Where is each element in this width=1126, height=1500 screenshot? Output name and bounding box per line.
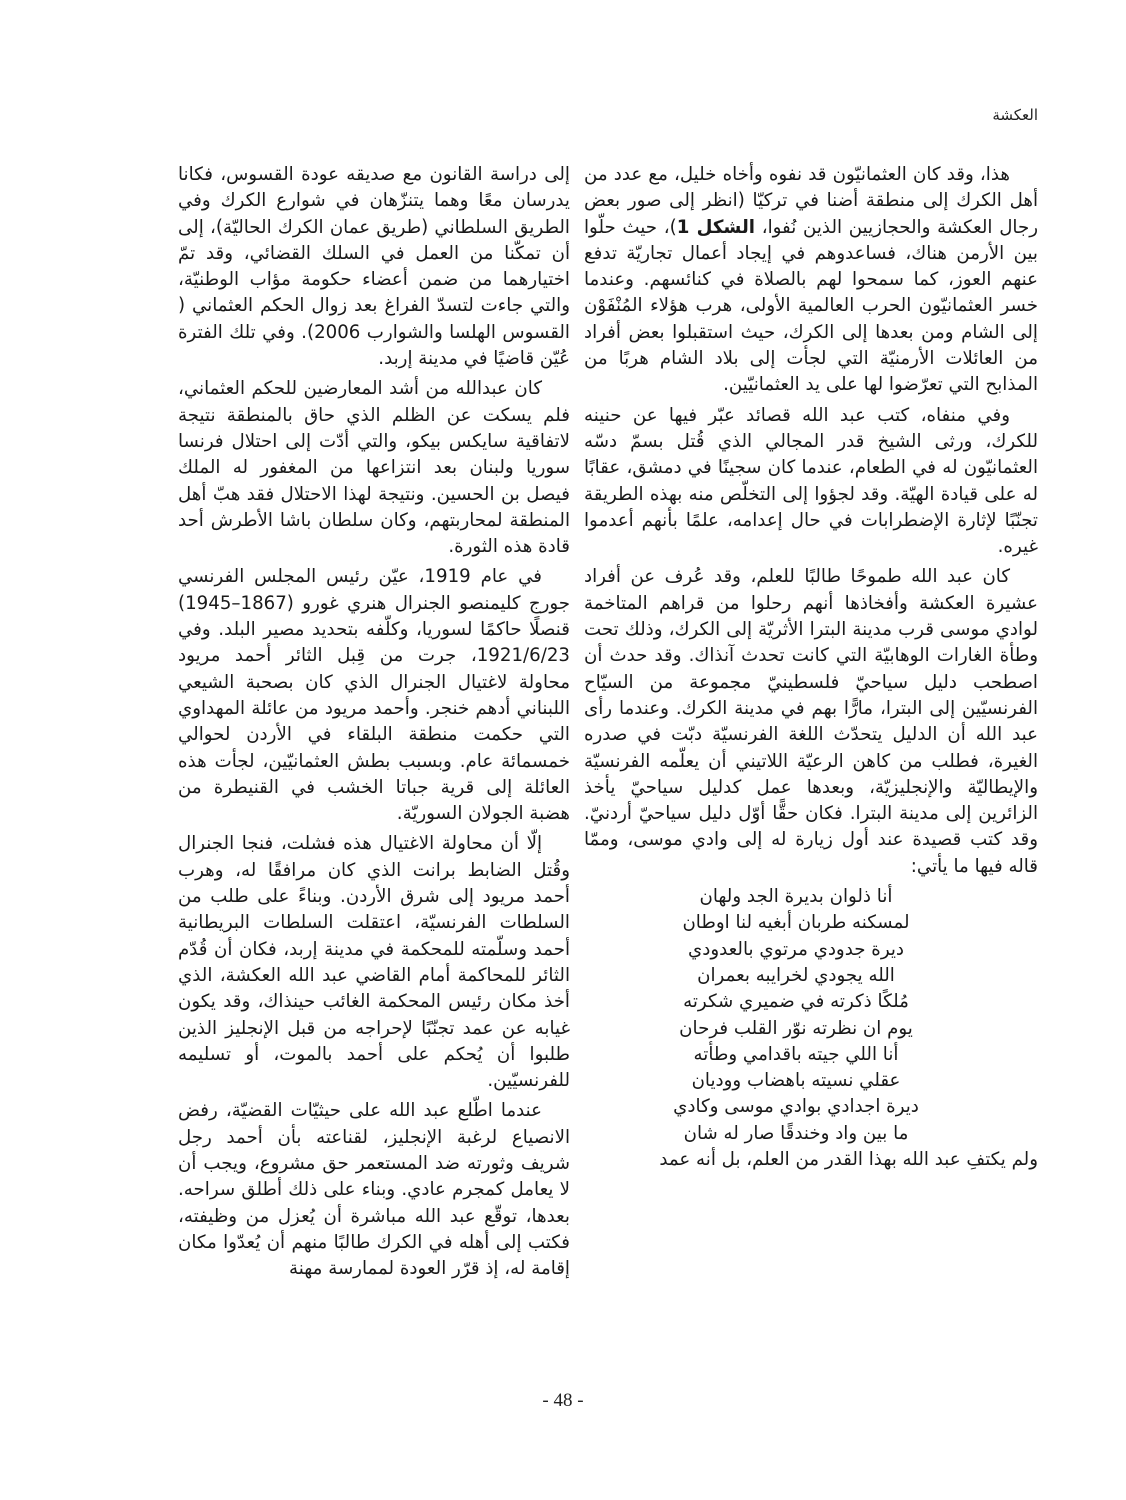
poem-line: يوم ان نظرته نوّر القلب فرحان xyxy=(679,1017,913,1039)
paragraph: إلّا أن محاولة الاغتيال هذه فشلت، فنجا الجنرال وقُتل الضابط برانت الذي كان مرافقًا له، وهرب أحمد مريود إلى شرق الأردن. وبناءً على طلب من السلطات الفرنسيّة، اعتقلت السلطات البريطانية أحمد وسلّمته للمحكمة في مدينة إربد، فكان أن قُدّم الثائر للمحاكمة أمام القاضي عبد الله العكشة، الذي أخذ مكان رئيس المحكمة الغائب حينذاك، وقد يكون غيابه عن عمد تجنّبًا لإحراجه من قبل الإنجليز الذين طلبوا أن يُحكم على أحمد بالموت، أو تسليمه للفرنسيّين. xyxy=(178,833,570,1092)
poem-line: ديرة جدودي مرتوي بالعدودي xyxy=(687,938,905,960)
left-text-column xyxy=(178,162,570,1286)
page-number: - 48 - xyxy=(542,1390,584,1411)
paragraph: كان عبد الله طموحًا طالبًا للعلم، وقد عُرف عن أفراد عشيرة العكشة وأفخاذها أنهم رحلوا من قراهم المتاخمة لوادي موسى قرب مدينة البترا الأثريّة إلى الكرك، وذلك تحت وطأة الغارات الوهابيّة التي كانت تحدث آنذاك. وقد حدث أن اصطحب دليل سياحيّ فلسطينيّ مجموعة من السيّاح الفرنسيّين إلى البترا، مارًّا بهم في مدينة الكرك. وعندما رأى عبد الله أن الدليل يتحدّث اللغة الفرنسيّة دبّت في صدره الغيرة، فطلب من كاهن الرعيّة اللاتيني أن يعلّمه الفرنسيّة والإيطاليّة والإنجليزيّة، وبعدها عمل كدليل سياحيّ يأخذ الزائرين إلى مدينة البترا. فكان حقًّا أوّل دليل سياحيّ أردنيّ. وقد كتب قصيدة عند أول زيارة له إلى وادي موسى، وممّا قاله فيها ما يأتي: xyxy=(584,566,1038,877)
figure-reference-link[interactable]: الشكل 1 xyxy=(676,216,756,238)
poem-line: أنا اللي جيته باقدامي وطأته xyxy=(693,1043,899,1065)
paragraph: كان عبدالله من أشد المعارضين للحكم العثماني، فلم يسكت عن الظلم الذي حاق بالمنطقة نتيجة لاتفاقية سايكس بيكو، والتي أدّت إلى احتلال فرنسا سوريا ولبنان بعد انتزاعها من المغفور له الملك فيصل بن الحسين. ونتيجة لهذا الاحتلال فقد هبّ أهل المنطقة لمحاربتهم، وكان سلطان باشا الأطرش أحد قادة هذه الثورة. xyxy=(178,378,570,558)
right-text-column xyxy=(584,162,1038,1177)
poem-line: لمسكنه طربان أبغيه لنا اوطان xyxy=(682,912,910,934)
poem-line: الله يجودي لخرايبه بعمران xyxy=(697,964,895,986)
poem-line: أنا ذلوان بديرة الجد ولهان xyxy=(699,886,893,908)
running-header-title: العكشة xyxy=(992,106,1038,124)
paragraph-continued: إلى دراسة القانون مع صديقه عودة القسوس، فكانا يدرسان معًا وهما يتنزّهان في شوارع الكرك وفي الطريق السلطاني (طريق عمان الكرك الحاليّة)، إلى أن تمكّنا من العمل في السلك القضائي، وقد تمّ اختيارهما من ضمن أعضاء حكومة مؤاب الوطنيّة، والتي جاءت لتسدّ الفراغ بعد زوال الحكم العثماني ( القسوس الهلسا والشوارب 2006). وفي تلك الفترة عُيّن قاضيًا في مدينة إربد. xyxy=(178,164,570,370)
paragraph: عندما اطّلع عبد الله على حيثيّات القضيّة، رفض الانصياع لرغبة الإنجليز، لقناعته بأن أحمد رجل شريف وثورته ضد المستعمر حق مشروع، ويجب أن لا يعامل كمجرم عادي. وبناء على ذلك أطلق سراحه. بعدها، توقّع عبد الله مباشرة أن يُعزل من وظيفته، فكتب إلى أهله في الكرك طالبًا منهم أن يُعدّوا مكان إقامة له، إذ قرّر العودة لممارسة مهنة xyxy=(178,1100,570,1280)
poem-line: مُلكًا ذكرته في ضميري شكرته xyxy=(683,991,909,1013)
poem-line: عقلي نسيته باهضاب ووديان xyxy=(691,1070,901,1092)
poem-verses xyxy=(584,884,1038,1147)
poem-line: ديرة اجدادي بوادي موسى وكادي xyxy=(673,1096,919,1118)
paragraph: هذا، وقد كان العثمانيّون قد نفوه وأخاه خليل، مع عدد من أهل الكرك إلى منطقة أضنا في تركيّا (انظر إلى صور بعض رجال العكشة والحجازيين الذين نُفوا، الشكل 1)، حيث حلّوا بين الأرمن هناك، فساعدوهم في إيجاد أعمال تجاريّة تدفع عنهم العوز، كما سمحوا لهم بالصلاة في كنائسهم. وعندما خسر العثمانيّون الحرب العالمية الأولى، هرب هؤلاء المُنْفَوْن إلى الشام ومن بعدها إلى الكرك، حيث استقبلوا بعض أفراد من العائلات الأرمنيّة التي لجأت إلى بلاد الشام هربًا من المذابح التي تعرّضوا لها على يد العثمانيّين. xyxy=(584,164,1038,396)
paragraph: وفي منفاه، كتب عبد الله قصائد عبّر فيها عن حنينه للكرك، ورثى الشيخ قدر المجالي الذي قُتل بسمّ دسّه العثمانيّون له في الطعام، عندما كان سجينًا في دمشق، عقابًا له على قيادة الهيّة. وقد لجؤوا إلى التخلّص منه بهذه الطريقة تجنّبًا لإثارة الإضطرابات في حال إعدامه، علمًا بأنهم أعدموا غيره. xyxy=(584,404,1038,558)
paragraph: في عام 1919، عيّن رئيس المجلس الفرنسي جورج كليمنصو الجنرال هنري غورو (1867–1945) قنصلًا حاكمًا لسوريا، وكلّفه بتحديد مصير البلد. وفي 1921/6/23، جرت من قِبل الثائر أحمد مريود محاولة لاغتيال الجنرال الذي كان بصحبة الشيعي اللبناني أدهم خنجر. وأحمد مريود من عائلة المهداوي التي حكمت منطقة البلقاء في الأردن لحوالي خمسمائة عام. وبسبب بطش العثمانيّين، لجأت هذه العائلة إلى قرية جباتا الخشب في القنيطرة من هضبة الجولان السوريّة. xyxy=(178,566,570,825)
paragraph: ولم يكتفِ عبد الله بهذا القدر من العلم، بل أنه عمد xyxy=(659,1148,1038,1170)
poem-line: ما بين واد وخندقًا صار له شان xyxy=(683,1122,909,1144)
